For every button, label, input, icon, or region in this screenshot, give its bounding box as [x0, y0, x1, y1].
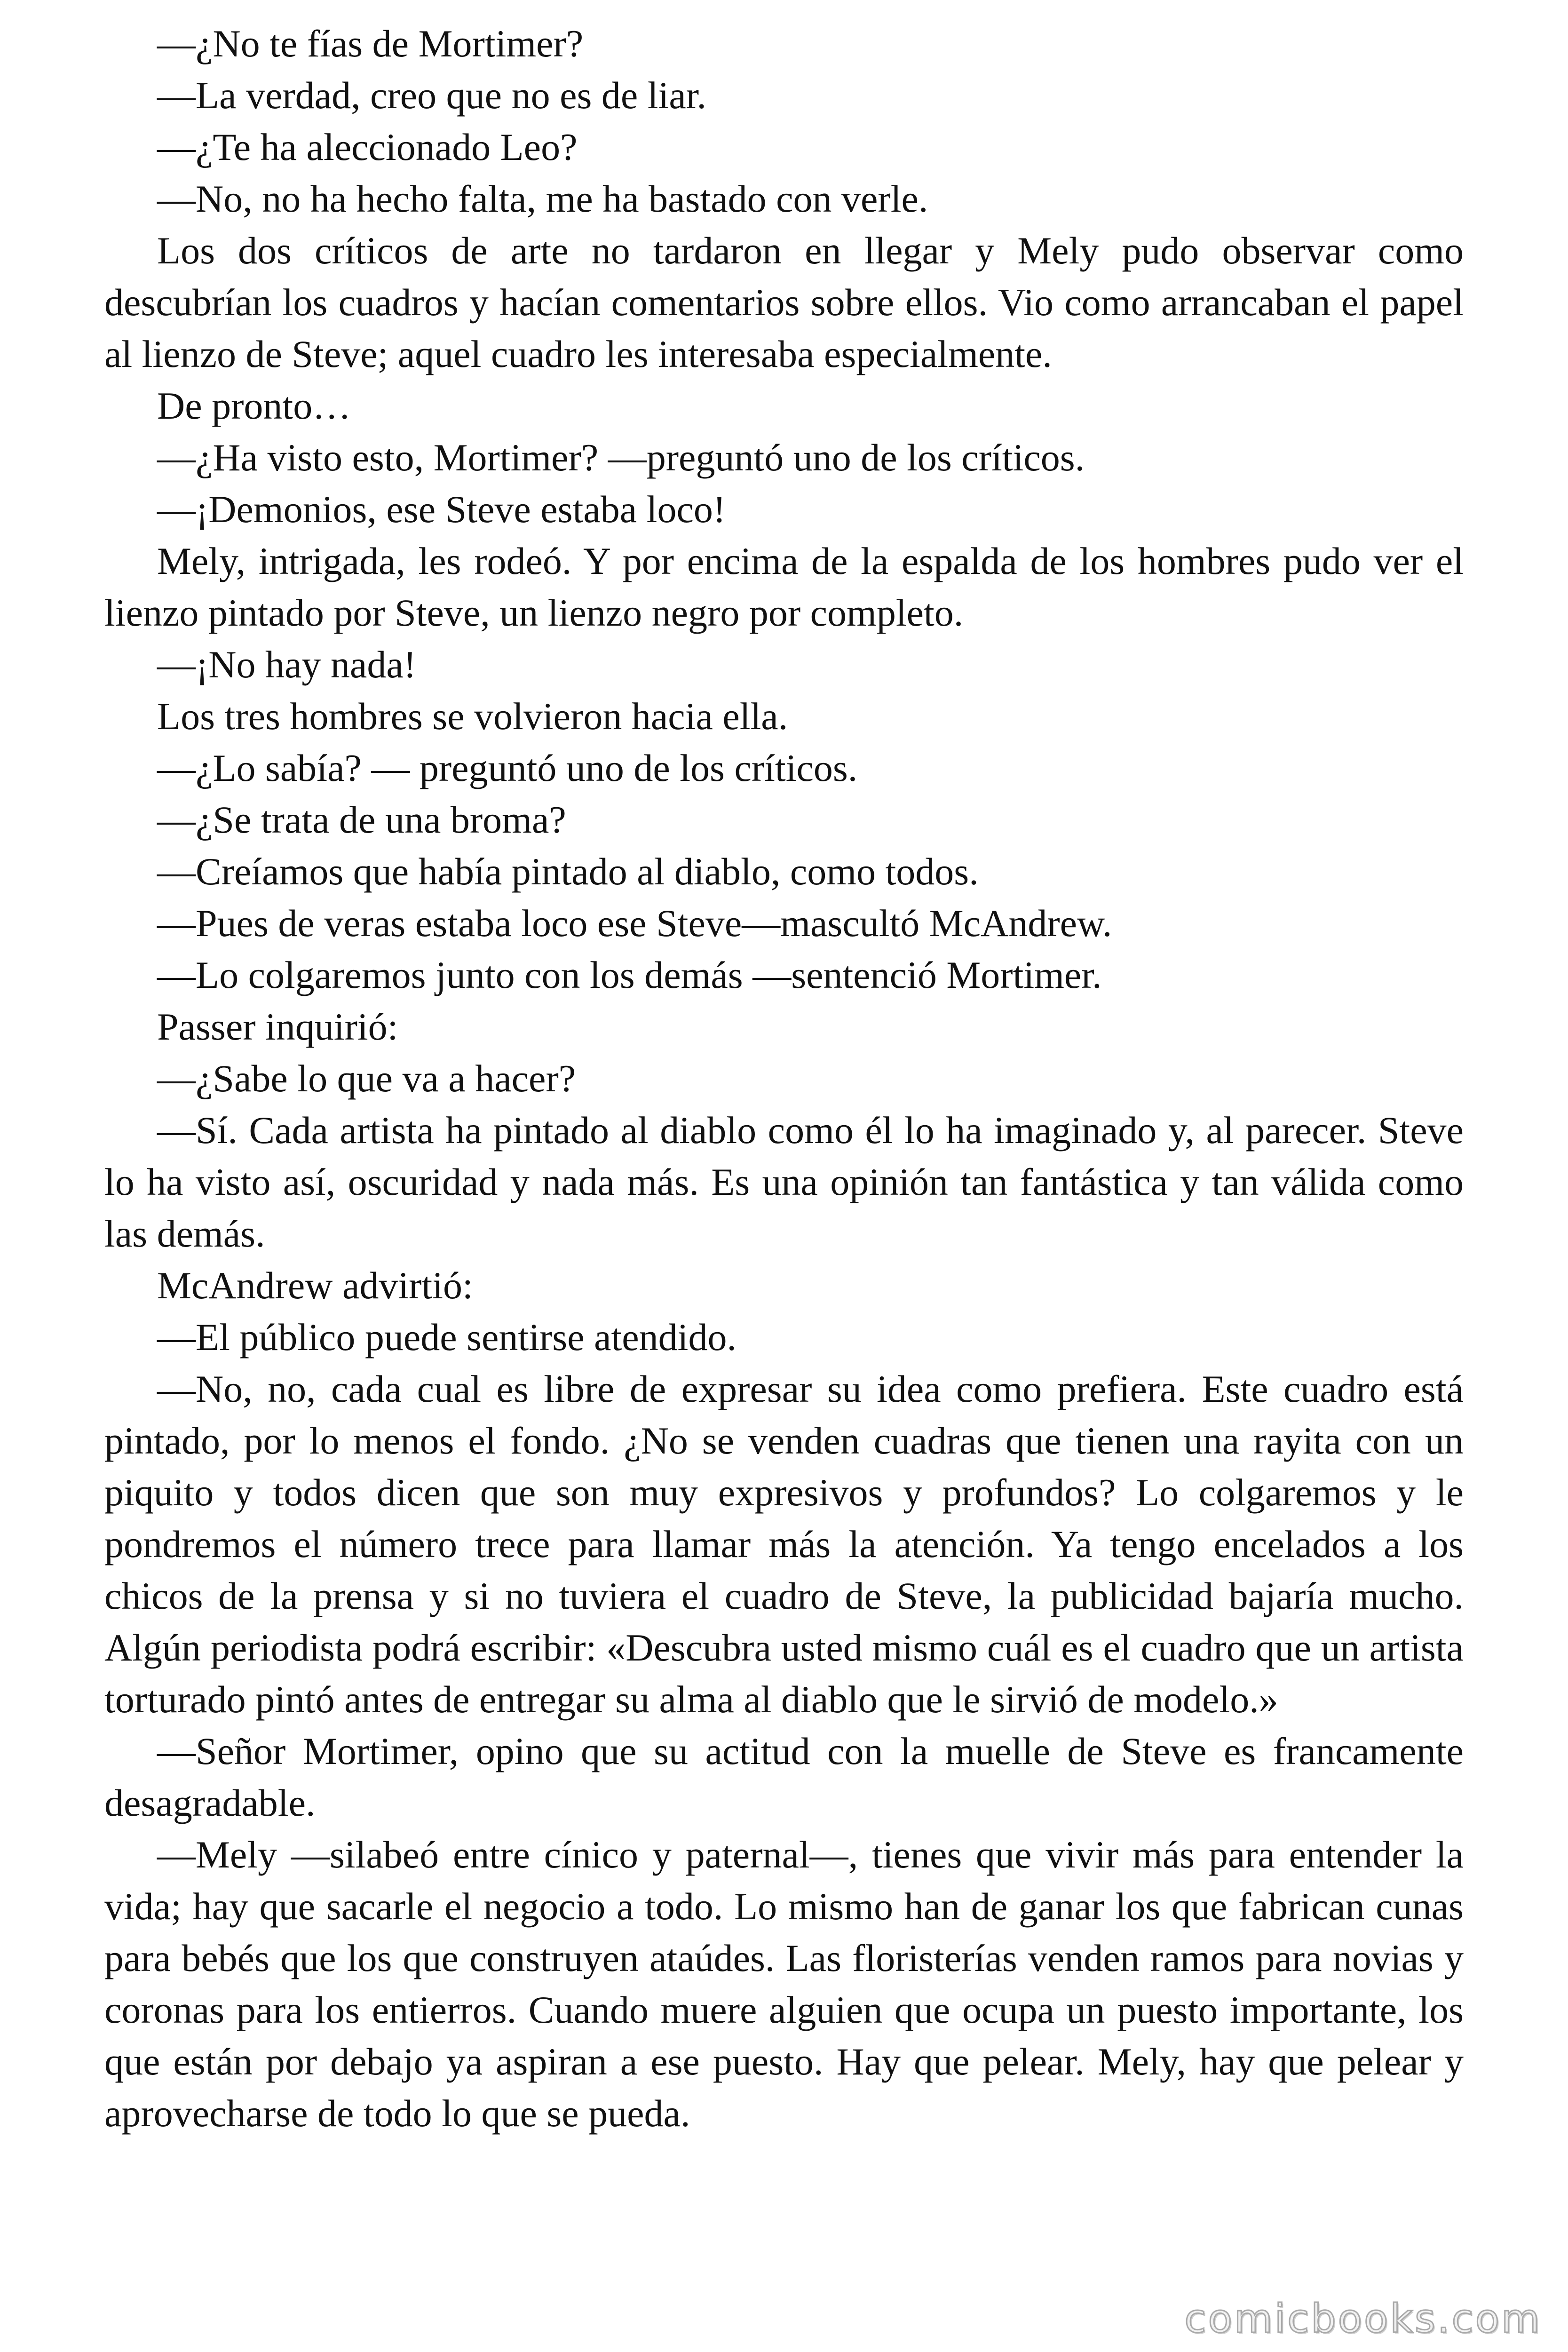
paragraph-1: —¿No te fías de Mortimer?	[157, 22, 584, 65]
paragraph-7: —¿Ha visto esto, Mortimer? —preguntó uno de los críticos.	[157, 436, 1085, 479]
paragraph-17: Passer inquirió:	[157, 1005, 398, 1048]
paragraph-10: —¡No hay nada!	[157, 643, 417, 686]
paragraph-5: Los dos críticos de arte no tardaron en llegar y Mely pudo observar como descubrían los cuadros y hacían comentarios sobre ellos. Vio como arrancaban el papel al lienzo de Steve; aquel cuadro les interesaba especialmente.	[104, 229, 1464, 375]
paragraph-13: —¿Se trata de una broma?	[157, 798, 566, 841]
paragraph-15: —Pues de veras estaba loco ese Steve—mascultó McAndrew.	[157, 902, 1112, 945]
paragraph-11: Los tres hombres se volvieron hacia ella.	[157, 695, 788, 738]
paragraph-4: —No, no ha hecho falta, me ha bastado con verle.	[157, 177, 928, 220]
paragraph-24: —Mely —silabeó entre cínico y paternal—, tienes que vivir más para entender la vida; hay que sacarle el negocio a todo. Lo mismo han de ganar los que fabrican cunas para bebés que los que construyen ataúdes. Las floristerías venden ramos para novias y coronas para los entierros. Cuando muere alguien que ocupa un puesto importante, los que están por debajo ya aspiran a ese puesto. Hay que pelear. Mely, hay que pelear y aprovecharse de todo lo que se pueda.	[104, 1833, 1464, 2135]
paragraph-2: —La verdad, creo que no es de liar.	[157, 74, 707, 117]
paragraph-14: —Creíamos que había pintado al diablo, como todos.	[157, 850, 979, 893]
paragraph-21: —El público puede sentirse atendido.	[157, 1316, 736, 1359]
paragraph-18: —¿Sabe lo que va a hacer?	[157, 1057, 576, 1100]
paragraph-9: Mely, intrigada, les rodeó. Y por encima de la espalda de los hombres pudo ver el lienzo pintado por Steve, un lienzo negro por completo.	[104, 540, 1464, 634]
paragraph-3: —¿Te ha aleccionado Leo?	[157, 126, 578, 168]
paragraph-16: —Lo colgaremos junto con los demás —sentenció Mortimer.	[157, 954, 1102, 996]
paragraph-8: —¡Demonios, ese Steve estaba loco!	[157, 488, 726, 531]
document-page	[104, 18, 1464, 2139]
paragraph-19: —Sí. Cada artista ha pintado al diablo como él lo ha imaginado y, al parecer. Steve lo ha visto así, oscuridad y nada más. Es una opinión tan fantástica y tan válida como las demás.	[104, 1109, 1464, 1255]
paragraph-12: —¿Lo sabía? — preguntó uno de los críticos.	[157, 747, 858, 789]
paragraph-22: —No, no, cada cual es libre de expresar su idea como prefiera. Este cuadro está pintado, por lo menos el fondo. ¿No se venden cuadras que tienen una rayita con un piquito y todos dicen que son muy expresivos y profundos? Lo colgaremos y le pondremos el número trece para llamar más la atención. Ya tengo encelados a los chicos de la prensa y si no tuviera el cuadro de Steve, la publicidad bajaría mucho. Algún periodista podrá escribir: «Descubra usted mismo cuál es el cuadro que un artista torturado pintó antes de entregar su alma al diablo que le sirvió de modelo.»	[104, 1367, 1464, 1721]
paragraph-6: De pronto…	[157, 384, 351, 427]
paragraph-23: —Señor Mortimer, opino que su actitud con la muelle de Steve es francamente desagradable.	[104, 1730, 1464, 1824]
paragraph-20: McAndrew advirtió:	[157, 1264, 473, 1307]
watermark-logo: comicbooks.com	[1184, 2296, 1542, 2342]
